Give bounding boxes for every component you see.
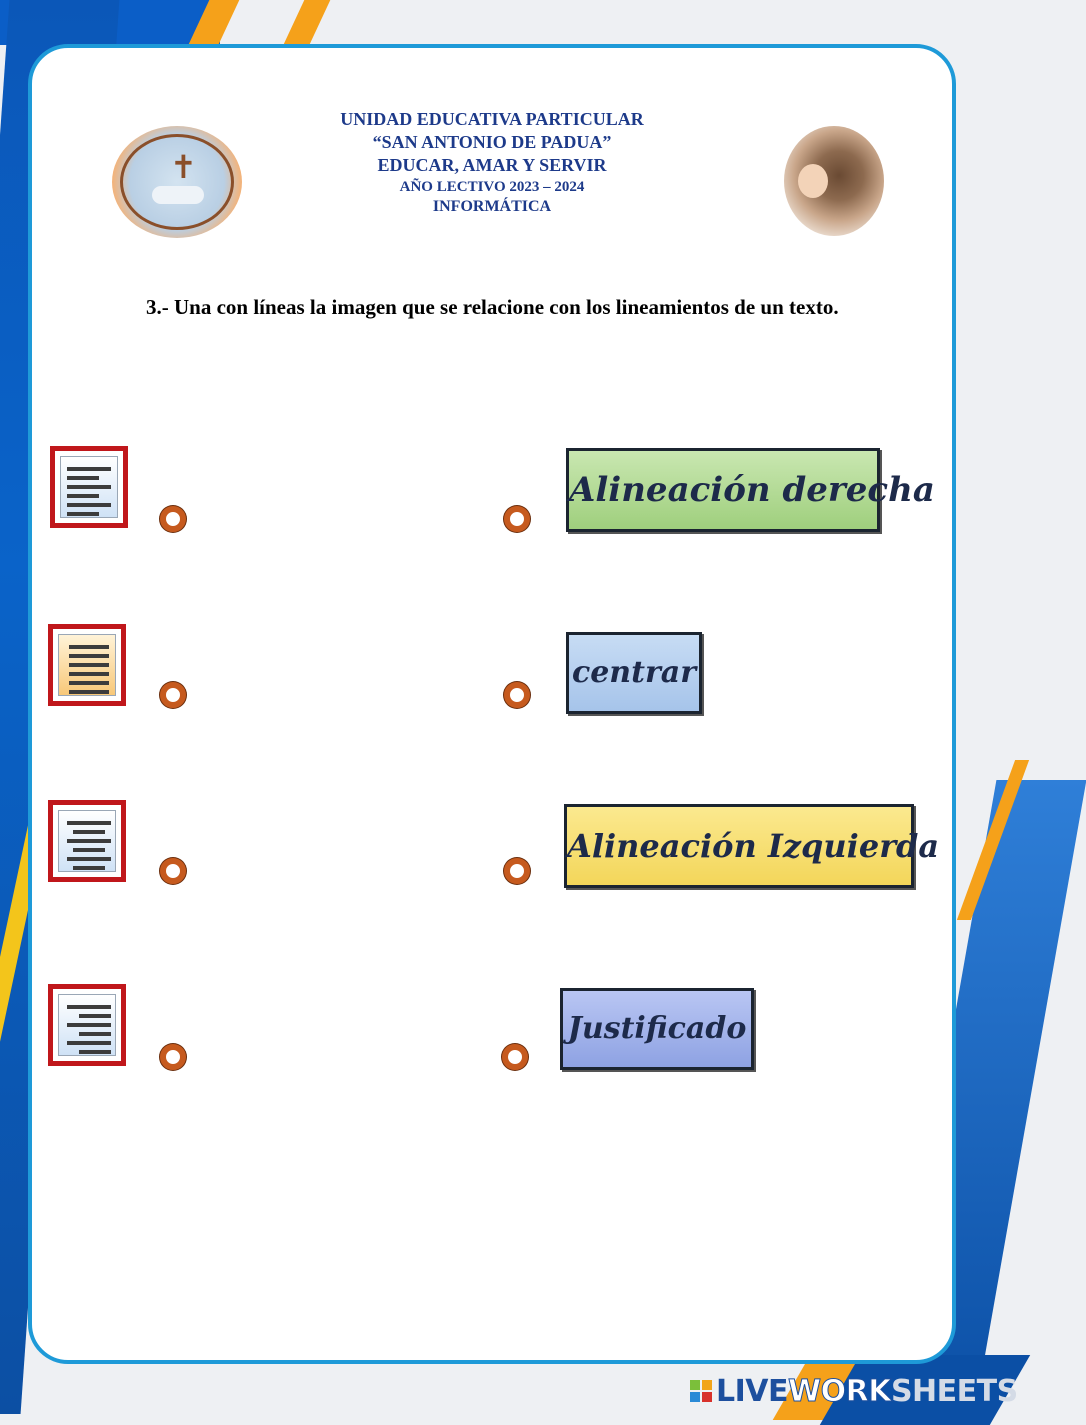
label-centrar: centrar [566, 632, 702, 714]
match-dot-left-4[interactable] [160, 1044, 186, 1070]
worksheet-card [28, 44, 956, 1364]
question-text: 3.- Una con líneas la imagen que se relacione con los lineamientos de un texto. [146, 295, 839, 319]
match-dot-right-4[interactable] [502, 1044, 528, 1070]
match-dot-left-2[interactable] [160, 682, 186, 708]
match-dot-left-3[interactable] [160, 858, 186, 884]
match-dot-right-2[interactable] [504, 682, 530, 708]
match-dot-right-1[interactable] [504, 506, 530, 532]
align-center-icon [48, 800, 126, 882]
justify-icon [48, 624, 126, 706]
cross-icon: ✝ [170, 148, 197, 186]
label-justificado: Justificado [560, 988, 754, 1070]
saint-portrait-image [784, 126, 884, 236]
match-dot-right-3[interactable] [504, 858, 530, 884]
header-line-1: UNIDAD EDUCATIVA PARTICULAR [340, 109, 644, 129]
label-alineacion-izquierda: Alineación Izquierda [564, 804, 914, 888]
match-dot-left-1[interactable] [160, 506, 186, 532]
header-line-4: AÑO LECTIVO 2023 – 2024 [399, 179, 585, 195]
label-alineacion-derecha: Alineación derecha [566, 448, 880, 532]
liveworksheets-logo [690, 1374, 1018, 1408]
brand-text-live: LIVE [716, 1373, 788, 1409]
brand-text-sheets: SHEETS [890, 1373, 1018, 1409]
brand-mark-icon [690, 1380, 712, 1402]
align-left-icon [50, 446, 128, 528]
align-right-icon [48, 984, 126, 1066]
header-line-2: “SAN ANTONIO DE PADUA” [372, 132, 612, 152]
bg-stripe [281, 0, 335, 50]
header-line-3: EDUCAR, AMAR Y SERVIR [377, 155, 607, 175]
brand-text-work: WORK [788, 1373, 891, 1409]
header-line-5: INFORMÁTICA [432, 198, 552, 215]
